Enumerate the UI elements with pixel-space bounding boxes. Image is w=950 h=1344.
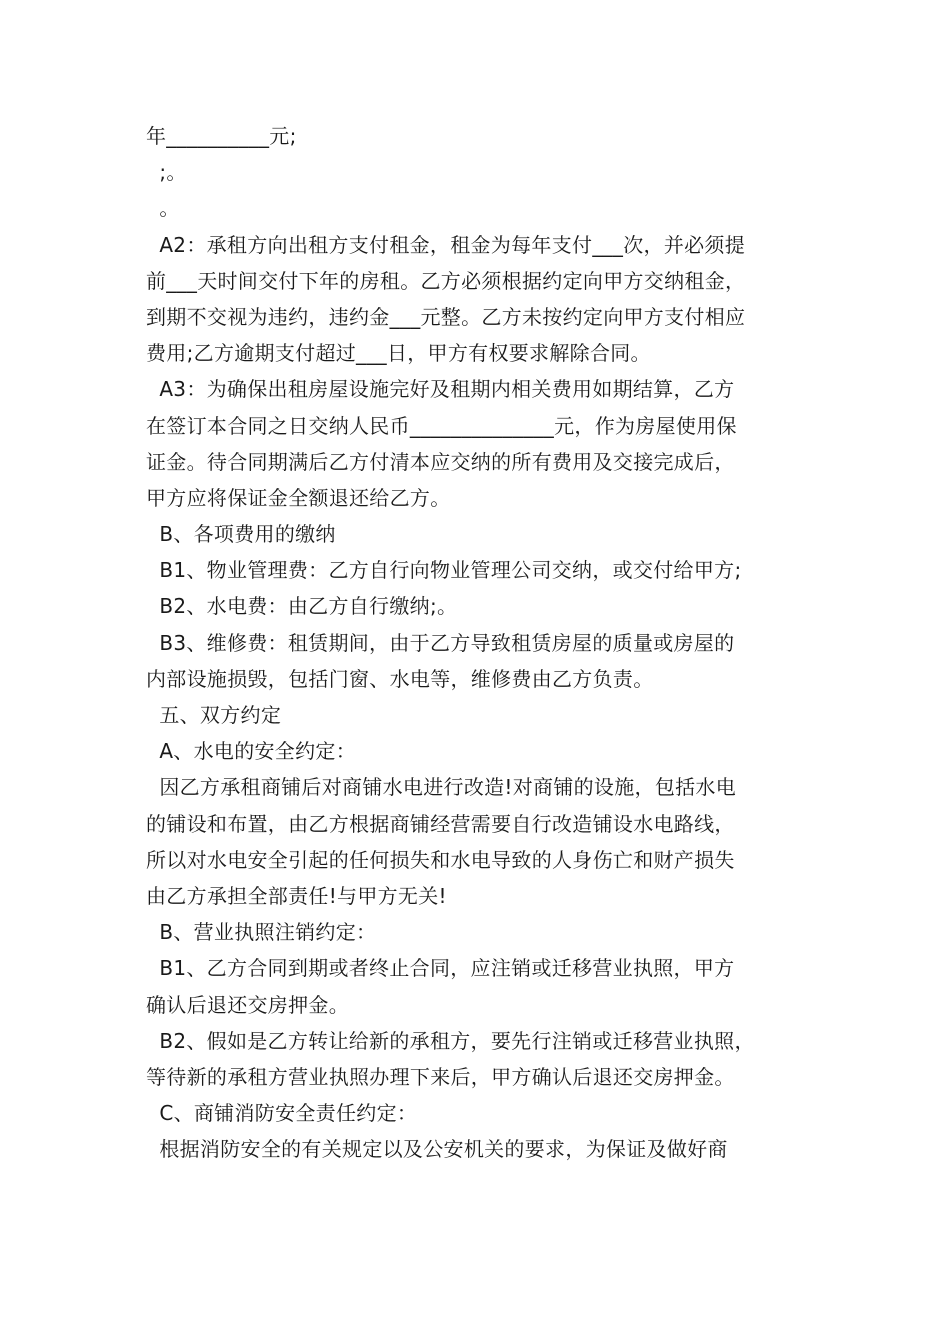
text-line: 到期不交视为违约，违约金___元整。乙方未按约定向甲方支付相应 xyxy=(146,304,746,329)
text-line: 在签订本合同之日交纳人民币______________元，作为房屋使用保 xyxy=(146,413,737,438)
section-heading: C、商铺消防安全责任约定： xyxy=(146,1101,418,1126)
text-line: 的铺设和布置，由乙方根据商铺经营需要自行改造铺设水电路线， xyxy=(146,811,735,836)
text-line: 内部设施损毁，包括门窗、水电等，维修费由乙方负责。 xyxy=(146,666,654,691)
text-line: B1、物业管理费：乙方自行向物业管理公司交纳，或交付给甲方; xyxy=(146,558,742,583)
text-line: 所以对水电安全引起的任何损失和水电导致的人身伤亡和财产损失 xyxy=(146,847,735,872)
document-body xyxy=(146,118,846,1167)
section-heading: A、水电的安全约定： xyxy=(146,739,356,764)
text-line: A2：承租方向出租方支付租金，租金为每年支付___次，并必须提 xyxy=(146,232,746,257)
text-line: 因乙方承租商铺后对商铺水电进行改造!对商铺的设施，包括水电 xyxy=(146,775,737,800)
text-line: ;。 xyxy=(146,160,187,185)
text-line: 年__________元; xyxy=(146,124,297,148)
text-line: 证金。待合同期满后乙方付清本应交纳的所有费用及交接完成后， xyxy=(146,449,735,474)
text-line: 费用;乙方逾期支付超过___日，甲方有权要求解除合同。 xyxy=(146,341,651,366)
text-line: B2、假如是乙方转让给新的承租方，要先行注销或迁移营业执照， xyxy=(146,1028,755,1053)
section-heading: B、各项费用的缴纳 xyxy=(146,522,336,547)
text-line: 甲方应将保证金全额退还给乙方。 xyxy=(146,485,451,510)
text-line: B3、维修费：租赁期间，由于乙方导致租赁房屋的质量或房屋的 xyxy=(146,630,735,655)
section-heading: B、营业执照注销约定： xyxy=(146,920,377,945)
text-line: 等待新的承租方营业执照办理下来后，甲方确认后退还交房押金。 xyxy=(146,1064,735,1089)
text-line: B1、乙方合同到期或者终止合同，应注销或迁移营业执照，甲方 xyxy=(146,956,735,981)
section-heading: 五、双方约定 xyxy=(146,703,282,727)
text-line: 前___天时间交付下年的房租。乙方必须根据约定向甲方交纳租金， xyxy=(146,268,746,293)
text-line: 由乙方承担全部责任!与甲方无关! xyxy=(146,883,447,908)
text-line: 确认后退还交房押金。 xyxy=(146,992,349,1017)
text-line: B2、水电费：由乙方自行缴纳;。 xyxy=(146,594,458,619)
text-line: 根据消防安全的有关规定以及公安机关的要求，为保证及做好商 xyxy=(146,1137,728,1162)
text-line: 。 xyxy=(146,196,180,221)
text-line: A3：为确保出租房屋设施完好及租期内相关费用如期结算，乙方 xyxy=(146,377,735,402)
